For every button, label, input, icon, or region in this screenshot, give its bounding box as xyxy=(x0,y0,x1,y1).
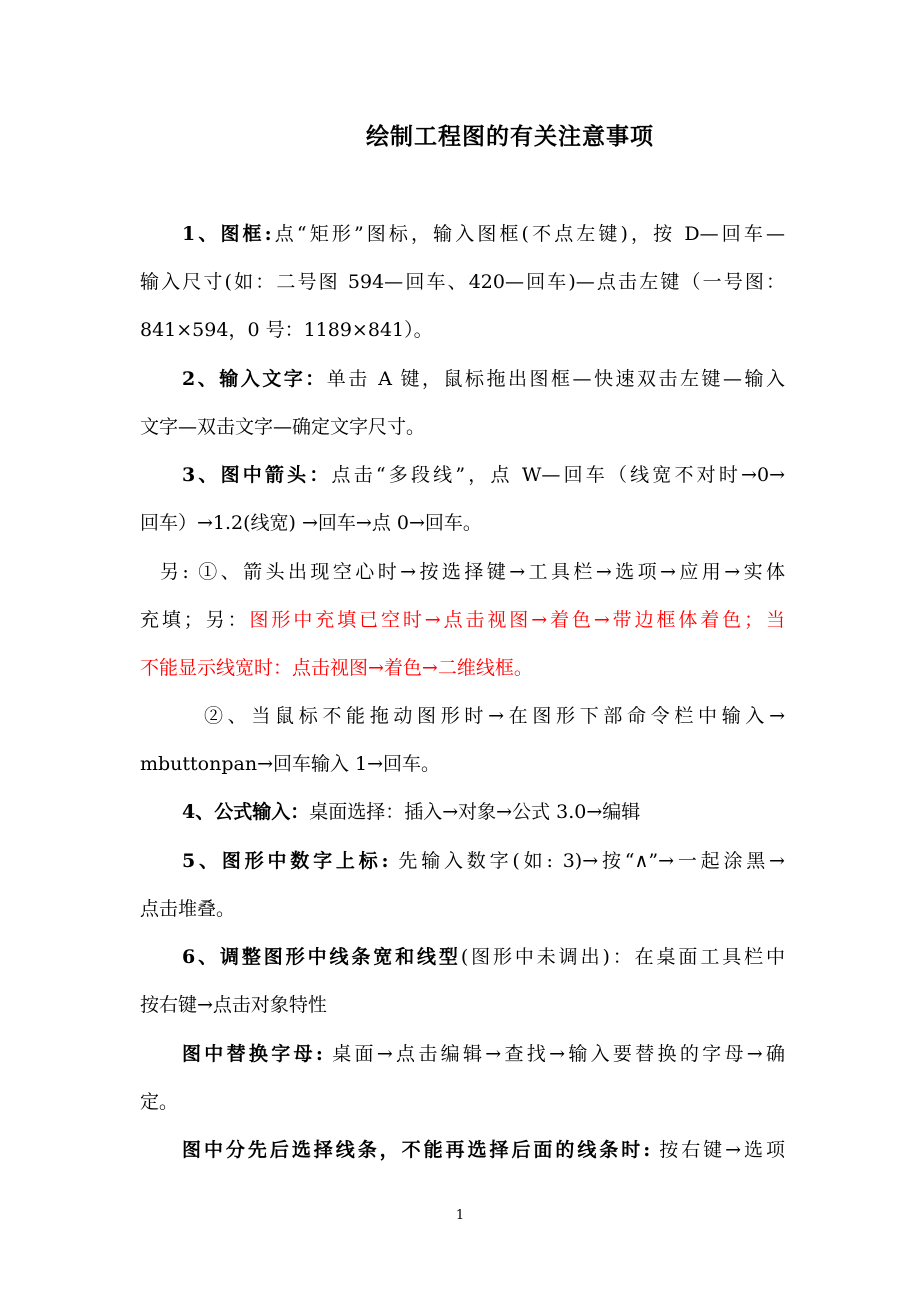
item-2-heading: 2、输入文字： xyxy=(182,368,327,390)
item-6-line-1: 6、调整图形中线条宽和线型(图形中未调出)：在桌面工具栏中 xyxy=(182,946,785,968)
note-line-3: 不能显示线宽时：点击视图→着色→二维线框。 xyxy=(140,657,533,679)
item-5-line-1: 5、图形中数字上标: 先输入数字(如: 3)→按“∧”→一起涂黑→ xyxy=(182,850,785,872)
item-4-heading: 4、公式输入： xyxy=(182,801,310,823)
item-7-line-2: 定。 xyxy=(140,1091,179,1113)
item-1-line-3: 841×594，0 号：1189×841）。 xyxy=(140,319,433,341)
item-4-line-1: 4、公式输入：桌面选择：插入→对象→公式 3.0→编辑 xyxy=(182,801,641,823)
item-5-line-2: 点击堆叠。 xyxy=(140,898,236,920)
item-1-line-1: 1、图框:点“矩形”图标，输入图框(不点左键)，按 D—回车— xyxy=(182,223,785,245)
note-line-4: ②、当鼠标不能拖动图形时→在图形下部命令栏中输入→ xyxy=(204,705,785,727)
item-6-heading: 6、调整图形中线条宽和线型 xyxy=(182,946,461,968)
item-3-line-2: 回车）→1.2(线宽) →回车→点 0→回车。 xyxy=(140,512,482,534)
item-1-heading: 1、图框 xyxy=(182,223,265,245)
item-3-heading: 3、图中箭头： xyxy=(182,464,332,486)
item-7-line-1: 图中替换字母: 桌面→点击编辑→查找→输入要替换的字母→确 xyxy=(182,1043,785,1065)
note-line-5: mbuttonpan→回车输入 1→回车。 xyxy=(140,753,441,775)
item-1-line-2: 输入尺寸(如：二号图 594—回车、420—回车)—点击左键（一号图： xyxy=(140,271,785,293)
item-5-heading: 5、图形中数字上标 xyxy=(182,850,382,872)
item-2-line-1: 2、输入文字：单击 A 键，鼠标拖出图框—快速双击左键—输入 xyxy=(182,368,785,390)
item-8-heading: 图中分先后选择线条，不能再选择后面的线条时 xyxy=(182,1139,644,1161)
red-highlight-text: 图形中充填已空时→点击视图→着色→带边框体着色；当 xyxy=(249,609,785,631)
page-title: 绘制工程图的有关注意事项 xyxy=(366,123,654,150)
item-8-line-1: 图中分先后选择线条，不能再选择后面的线条时: 按右键→选项 xyxy=(182,1139,785,1161)
item-3-line-1: 3、图中箭头：点击“多段线”，点 W—回车（线宽不对时→0→ xyxy=(182,464,785,486)
page-number: 1 xyxy=(455,1208,465,1223)
note-line-1: 另: ①、箭头出现空心时→按选择键→工具栏→选项→应用→实体 xyxy=(160,561,785,583)
note-line-2: 充填；另：图形中充填已空时→点击视图→着色→带边框体着色；当 xyxy=(140,609,785,631)
item-7-heading: 图中替换字母 xyxy=(182,1043,316,1065)
item-2-line-2: 文字—双击文字—确定文字尺寸。 xyxy=(140,416,426,438)
item-6-line-2: 按右键→点击对象特性 xyxy=(140,994,327,1016)
